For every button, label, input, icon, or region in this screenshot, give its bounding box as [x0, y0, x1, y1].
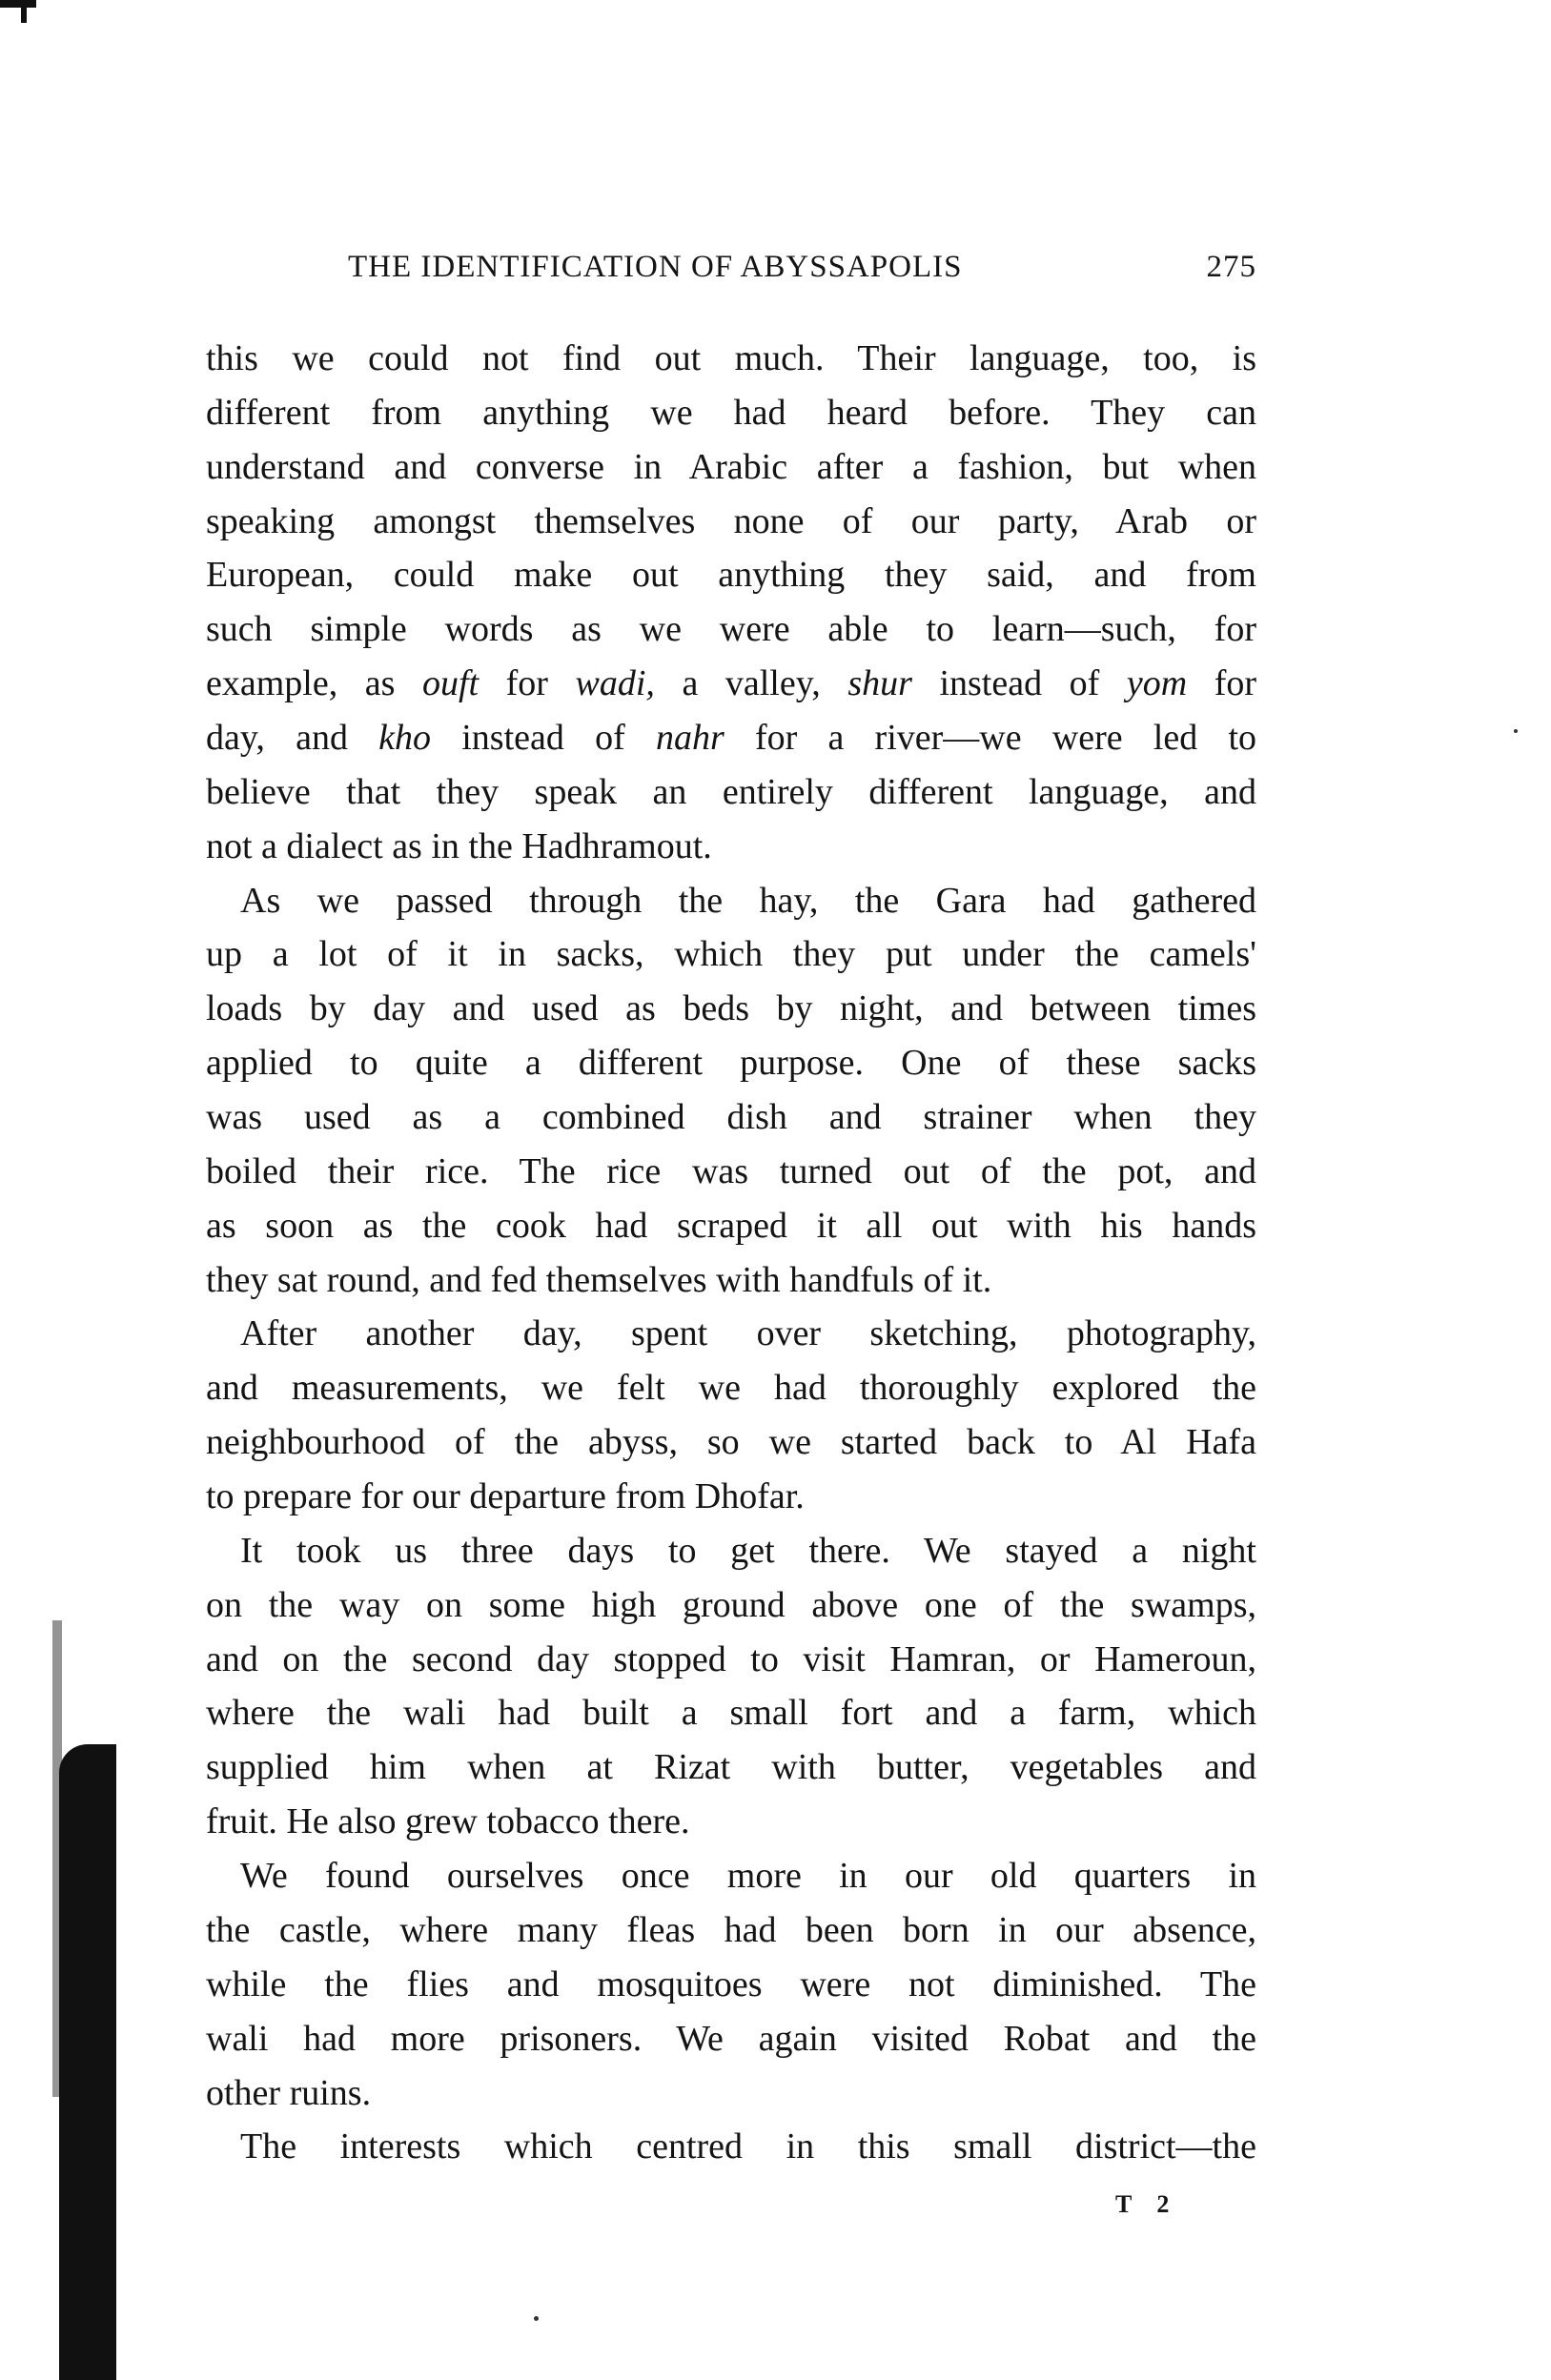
- italic-term: wadi,: [575, 663, 655, 704]
- scan-edge-shadow: [59, 1744, 116, 2380]
- text-line: [206, 1958, 1256, 2012]
- text-segment: as soon as the cook had scraped it all out with his hands: [206, 1205, 1256, 1246]
- text-segment: supplied him when at Rizat with butter, vegetables and: [206, 1747, 1256, 1788]
- text-segment: different from anything we had heard before. They can: [206, 392, 1256, 433]
- text-line: [206, 1036, 1256, 1090]
- text-line: [206, 495, 1256, 549]
- italic-term: kho: [378, 718, 432, 759]
- text-segment: speaking amongst themselves none of our party, Arab or: [206, 500, 1256, 541]
- text-line: [206, 332, 1256, 386]
- text-line: [206, 2012, 1256, 2066]
- text-line: [206, 1633, 1256, 1687]
- text-segment: for: [1187, 663, 1256, 704]
- text-segment: and on the second day stopped to visit Hamran, or Hameroun,: [206, 1638, 1256, 1679]
- text-line: [206, 874, 1256, 928]
- text-segment: loads by day and used as beds by night, and between times: [206, 988, 1256, 1029]
- text-segment: the castle, where many fleas had been born in our absence,: [206, 1909, 1256, 1950]
- text-line: [206, 2120, 1256, 2174]
- text-line: [206, 711, 1256, 765]
- scan-edge-mark: [21, 4, 27, 23]
- text-segment: on the way on some high ground above one of the swamps,: [206, 1584, 1256, 1625]
- italic-term: ouft: [421, 663, 480, 704]
- text-line: [206, 982, 1256, 1036]
- text-segment: while the flies and mosquitoes were not diminished. The: [206, 1963, 1256, 2004]
- text-segment: day, and: [206, 718, 379, 759]
- text-segment: example, as: [206, 663, 422, 704]
- text-line: [206, 2066, 1256, 2121]
- text-segment: this we could not find out much. Their language, too, is: [206, 338, 1256, 378]
- italic-term: yom: [1126, 663, 1188, 704]
- text-line: [206, 1415, 1256, 1470]
- text-segment: a valley,: [654, 663, 848, 704]
- text-line: [206, 1524, 1256, 1578]
- running-head-title: THE IDENTIFICATION OF ABYSSAPOLIS: [348, 250, 963, 284]
- text-line: [206, 1903, 1256, 1958]
- text-segment: not a dialect as in the Hadhramout.: [206, 825, 712, 866]
- text-segment: such simple words as we were able to learn—such, for: [206, 609, 1256, 650]
- text-segment: for: [479, 663, 576, 704]
- text-segment: instead of: [431, 718, 656, 759]
- text-segment: wali had more prisoners. We again visited Robat and the: [206, 2018, 1256, 2059]
- text-line: [206, 1740, 1256, 1795]
- text-segment: applied to quite a different purpose. One of these sacks: [206, 1043, 1256, 1084]
- page-speck: [534, 2316, 539, 2321]
- text-line: [206, 548, 1256, 602]
- text-line: [206, 440, 1256, 495]
- running-head: [348, 250, 1256, 294]
- text-segment: It took us three days to get there. We stayed a night: [240, 1530, 1256, 1571]
- text-segment: We found ourselves once more in our old quarters in: [240, 1856, 1256, 1897]
- italic-term: nahr: [655, 718, 724, 759]
- text-segment: for a river—we were led to: [724, 718, 1256, 759]
- text-line: [206, 1795, 1256, 1849]
- text-segment: and measurements, we felt we had thoroughly explored the: [206, 1368, 1256, 1409]
- text-segment: boiled their rice. The rice was turned out of the pot, and: [206, 1150, 1256, 1191]
- text-line: [206, 1470, 1256, 1524]
- text-segment: European, could make out anything they said, and from: [206, 555, 1256, 596]
- text-segment: understand and converse in Arabic after a fashion, but when: [206, 446, 1256, 487]
- page-speck: [1514, 729, 1518, 733]
- text-line: [206, 1849, 1256, 1903]
- text-line: [206, 765, 1256, 820]
- text-line: [206, 820, 1256, 874]
- text-line: [206, 1199, 1256, 1253]
- text-segment: As we passed through the hay, the Gara had gathered: [240, 880, 1256, 921]
- text-line: [206, 657, 1256, 711]
- text-segment: believe that they speak an entirely different language, and: [206, 771, 1256, 812]
- text-segment: other ruins.: [206, 2072, 372, 2113]
- italic-term: shur: [847, 663, 912, 704]
- scan-edge-shadow: [52, 1620, 62, 2097]
- text-line: [206, 386, 1256, 440]
- text-line: [206, 1307, 1256, 1361]
- text-segment: instead of: [911, 663, 1127, 704]
- text-line: [206, 1686, 1256, 1740]
- text-line: [206, 1361, 1256, 1415]
- text-segment: where the wali had built a small fort and a farm, which: [206, 1693, 1256, 1734]
- signature-mark: T 2: [1115, 2190, 1179, 2218]
- page-number: 275: [1206, 250, 1256, 284]
- text-segment: to prepare for our departure from Dhofar.: [206, 1476, 805, 1517]
- text-segment: was used as a combined dish and strainer when they: [206, 1097, 1256, 1138]
- text-segment: neighbourhood of the abyss, so we started back to Al Hafa: [206, 1422, 1256, 1463]
- text-line: [206, 602, 1256, 657]
- text-segment: The interests which centred in this small district—the: [240, 2126, 1256, 2167]
- text-segment: up a lot of it in sacks, which they put under the camels': [206, 934, 1256, 975]
- text-line: [206, 1578, 1256, 1633]
- body-text: [206, 332, 1256, 2174]
- text-segment: After another day, spent over sketching, photography,: [240, 1313, 1256, 1354]
- scan-edge-mark: [0, 0, 36, 8]
- text-line: [206, 927, 1256, 982]
- text-segment: they sat round, and fed themselves with handfuls of it.: [206, 1259, 992, 1300]
- text-line: [206, 1145, 1256, 1199]
- text-line: [206, 1253, 1256, 1308]
- text-line: [206, 1090, 1256, 1145]
- text-segment: fruit. He also grew tobacco there.: [206, 1801, 690, 1842]
